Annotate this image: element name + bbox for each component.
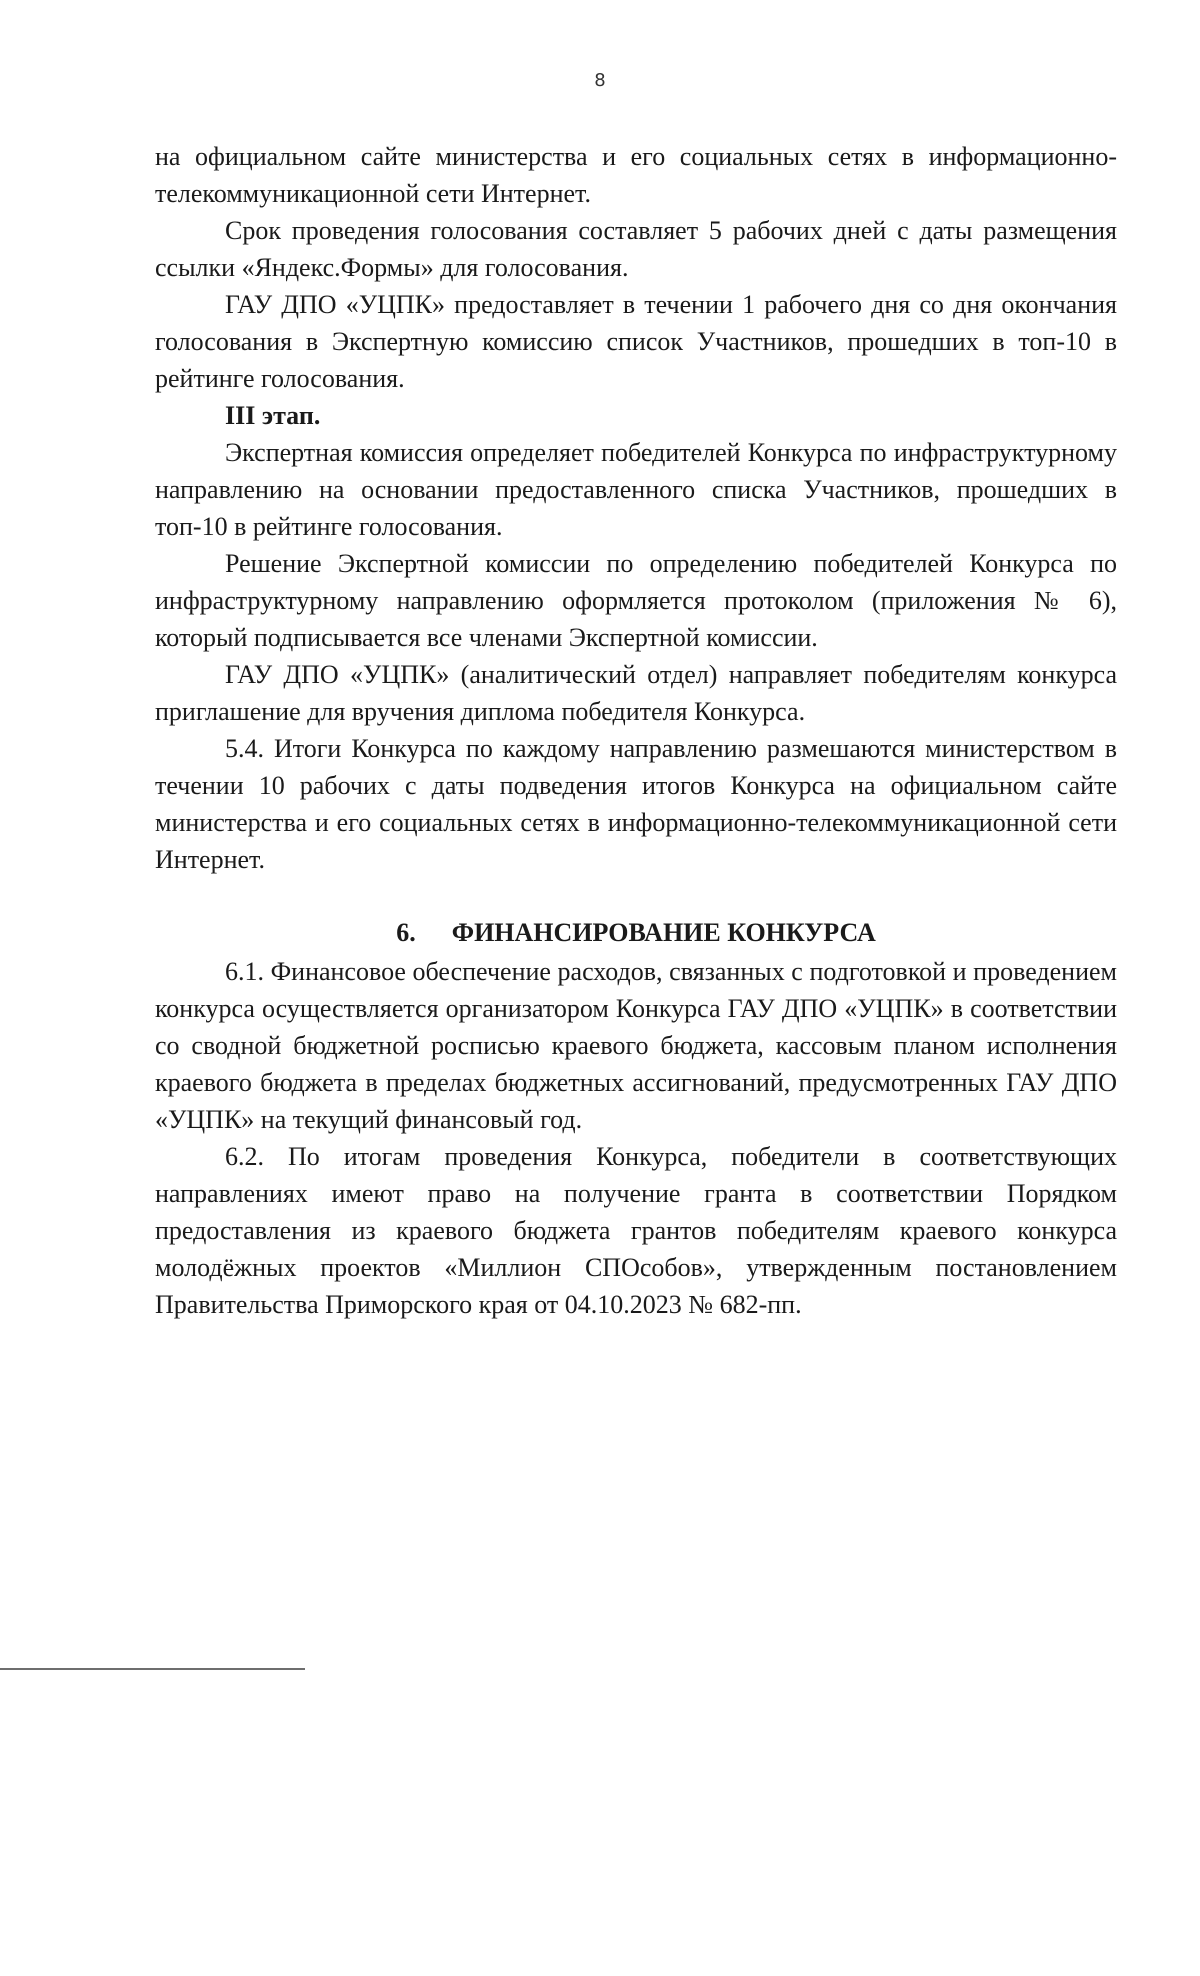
paragraph-6-2-grants: 6.2. По итогам проведения Конкурса, победители в соответствующих направлениях имеют право на получение гранта в соответствии Порядком предоставления из краевого бюджета грантов победителям краевого конкурса молодёжных проектов «Миллион СПОсобов», утвержденным постановлением Правительства Приморского края от 04.10.2023 № 682-пп. bbox=[155, 1142, 1117, 1319]
footnote-separator-line bbox=[0, 1668, 305, 1670]
paragraph-6-1-financing: 6.1. Финансовое обеспечение расходов, связанных с подготовкой и проведением конкурса осуществляется организатором Конкурса ГАУ ДПО «УЦПК» в соответствии со сводной бюджетной росписью краевого бюджета, кассовым планом исполнения краевого бюджета в пределах бюджетных ассигнований, предусмотренных ГАУ ДПО «УЦПК» на текущий финансовый год. bbox=[155, 957, 1117, 1134]
paragraph-top10-list: ГАУ ДПО «УЦПК» предоставляет в течении 1 рабочего дня со дня окончания голосования в Экспертную комиссию список Участников, прошедших в топ-10 в рейтинге голосования. bbox=[155, 290, 1117, 393]
paragraph-diploma-invitation: ГАУ ДПО «УЦПК» (аналитический отдел) направляет победителям конкурса приглашение для вручения диплома победителя Конкурса. bbox=[155, 660, 1117, 726]
paragraph-publication-continuation: на официальном сайте министерства и его социальных сетях в информационно-телекоммуникационной сети Интернет. bbox=[155, 142, 1117, 208]
stage-3-heading: III этап. bbox=[225, 401, 321, 430]
section-6-number: 6. bbox=[396, 918, 416, 947]
paragraph-commission-protocol: Решение Экспертной комиссии по определению победителей Конкурса по инфраструктурному направлению оформляется протоколом (приложения № 6), который подписывается все членами Экспертной комиссии. bbox=[155, 549, 1117, 652]
document-body bbox=[155, 138, 1117, 1323]
section-6-heading bbox=[155, 914, 1117, 951]
section-6-title: ФИНАНСИРОВАНИЕ КОНКУРСА bbox=[451, 918, 876, 947]
paragraph-5-4-results: 5.4. Итоги Конкурса по каждому направлению размешаются министерством в течении 10 рабочих с даты подведения итогов Конкурса на официальном сайте министерства и его социальных сетях в информационно-телекоммуникационной сети Интернет. bbox=[155, 734, 1117, 874]
page-number: 8 bbox=[594, 70, 606, 91]
paragraph-voting-period: Срок проведения голосования составляет 5 рабочих дней с даты размещения ссылки «Яндекс.Формы» для голосования. bbox=[155, 216, 1117, 282]
paragraph-winners-determination: Экспертная комиссия определяет победителей Конкурса по инфраструктурному направлению на основании предоставленного списка Участников, прошедших в топ-10 в рейтинге голосования. bbox=[155, 438, 1117, 541]
